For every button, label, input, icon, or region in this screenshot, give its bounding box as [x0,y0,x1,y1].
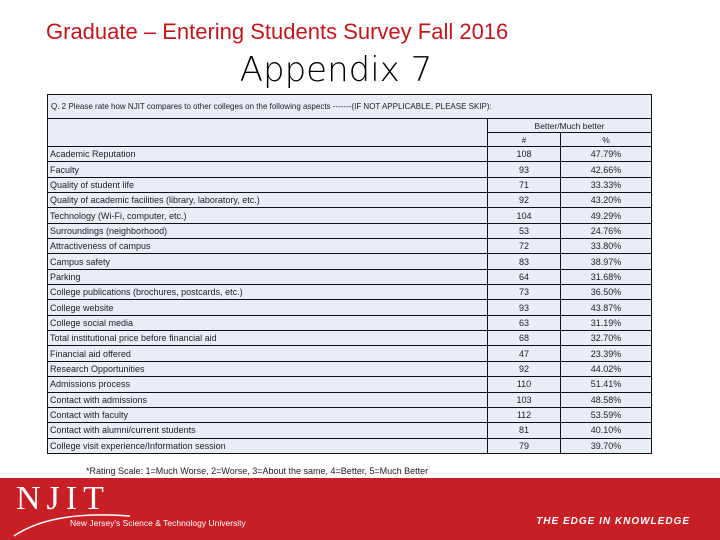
rating-scale-note: *Rating Scale: 1=Much Worse, 2=Worse, 3=About the same, 4=Better, 5=Much Better [86,466,429,476]
aspect-label: Quality of academic facilities (library, laboratory, etc.) [48,193,488,208]
count-cell: 79 [488,438,561,453]
table-row [48,162,652,177]
aspect-label: College visit experience/Information session [48,438,488,453]
col-count-header: # [488,133,561,147]
percent-cell: 43.20% [561,193,652,208]
percent-cell: 42.66% [561,162,652,177]
aspect-label: Total institutional price before financial aid [48,331,488,346]
table-row [48,438,652,453]
count-cell: 81 [488,423,561,438]
aspect-label: Attractiveness of campus [48,239,488,254]
aspect-label: Faculty [48,162,488,177]
aspect-label: Academic Reputation [48,147,488,162]
aspect-label: Surroundings (neighborhood) [48,223,488,238]
percent-cell: 38.97% [561,254,652,269]
aspect-label: Technology (Wi-Fi, computer, etc.) [48,208,488,223]
table-row [48,285,652,300]
aspect-label: College website [48,300,488,315]
table-row [48,147,652,162]
percent-cell: 40.10% [561,423,652,438]
aspect-label: Contact with alumni/current students [48,423,488,438]
footer-banner [0,478,720,540]
appendix-heading: Appendix 7 [239,50,433,90]
percent-cell: 39.70% [561,438,652,453]
question-text: Q. 2 Please rate how NJIT compares to other colleges on the following aspects -------(IF NOT APPLICABLE, PLEASE SKIP): [48,95,652,119]
edge-tagline: THE EDGE IN KNOWLEDGE [536,516,690,527]
table-row [48,392,652,407]
group-header: Better/Much better [488,119,652,133]
aspect-label: Parking [48,269,488,284]
aspect-label: College publications (brochures, postcards, etc.) [48,285,488,300]
percent-cell: 51.41% [561,377,652,392]
count-cell: 83 [488,254,561,269]
aspect-label: Financial aid offered [48,346,488,361]
count-cell: 92 [488,193,561,208]
count-cell: 47 [488,346,561,361]
count-cell: 93 [488,162,561,177]
count-cell: 63 [488,315,561,330]
percent-cell: 48.58% [561,392,652,407]
percent-cell: 47.79% [561,147,652,162]
count-cell: 103 [488,392,561,407]
aspect-label: Contact with admissions [48,392,488,407]
table-row [48,331,652,346]
count-cell: 93 [488,300,561,315]
university-tagline: New Jersey's Science & Technology University [70,518,246,528]
count-cell: 71 [488,177,561,192]
col-pct-header: % [561,133,652,147]
table-row [48,239,652,254]
count-cell: 110 [488,377,561,392]
percent-cell: 23.39% [561,346,652,361]
table-row [48,208,652,223]
count-cell: 92 [488,361,561,376]
count-cell: 72 [488,239,561,254]
count-cell: 112 [488,407,561,422]
table-row [48,346,652,361]
percent-cell: 36.50% [561,285,652,300]
table-row [48,423,652,438]
count-cell: 53 [488,223,561,238]
aspect-label: Campus safety [48,254,488,269]
slide-title: Graduate – Entering Students Survey Fall 2016 [46,19,509,44]
percent-cell: 43.87% [561,300,652,315]
table-row [48,315,652,330]
count-cell: 104 [488,208,561,223]
percent-cell: 33.33% [561,177,652,192]
percent-cell: 24.76% [561,223,652,238]
table-row [48,300,652,315]
table-row [48,254,652,269]
table-row [48,269,652,284]
percent-cell: 31.19% [561,315,652,330]
table-row [48,407,652,422]
aspect-label: Admissions process [48,377,488,392]
percent-cell: 31.68% [561,269,652,284]
percent-cell: 53.59% [561,407,652,422]
aspect-label: College social media [48,315,488,330]
percent-cell: 33.80% [561,239,652,254]
table-row [48,193,652,208]
percent-cell: 44.02% [561,361,652,376]
aspect-label: Contact with faculty [48,407,488,422]
percent-cell: 49.29% [561,208,652,223]
results-table [47,94,652,454]
aspect-label: Quality of student life [48,177,488,192]
count-cell: 73 [488,285,561,300]
count-cell: 64 [488,269,561,284]
table-row [48,361,652,376]
table-row [48,177,652,192]
njit-logo: NJIT [16,480,110,517]
table-row [48,223,652,238]
count-cell: 68 [488,331,561,346]
aspect-label: Research Opportunities [48,361,488,376]
table-row [48,377,652,392]
percent-cell: 32.70% [561,331,652,346]
count-cell: 108 [488,147,561,162]
